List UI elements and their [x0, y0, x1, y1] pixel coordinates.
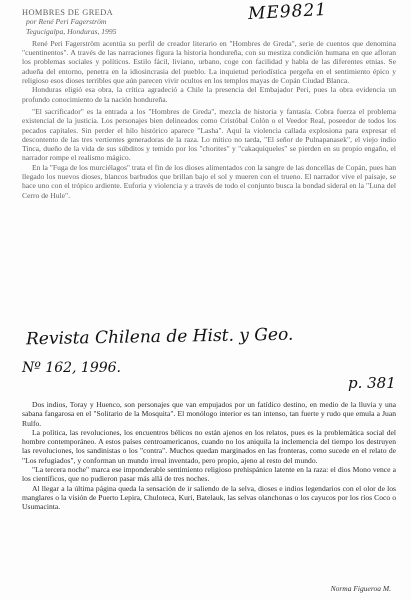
review-paragraph: "El sacrificador" es la entrada a los "Hombres de Greda", mezcla de historia y fantasía. Cobra fuerza el problema existencial de la justicia. Los personajes bien delineados como Cristóbal Colón o el Veedor Real, poseedor de todos los pecados capitales. Sin perder el hilo histórico aparece "Lasha". Aquí la violencia callada explosiona para expresar el descontento de las tres vertientes generadoras de la raza. Lo mítico no tarda, "El señor de Pulnapanasek", el viejo indio Tinca, dueño de la vida de sus súbditos y temido por los "chorites" y "cakaquiqueles" se pierden en su propio engaño, el narrador rompe el realismo mágico.: [22, 106, 396, 163]
review-publication-info: Tegucigalpa, Honduras, 1995: [26, 26, 117, 36]
handwritten-journal-note: Revista Chilena de Hist. y Geo.: [25, 324, 294, 350]
review-body-top: [22, 8, 396, 318]
review-paragraph: René Peri Fagerström acentúa su perfil de creador literario en "Hombres de Greda", serie de cuentos que denomina "cuentinentos". A través de las narraciones figura la historia hondureña, con su mestiza condición humana en que afloran los problemas sociales y políticos. Estilo fácil, liviano, urbano, coge con facilidad y habla de las diferentes etnias. Se adueña del entorno, penetra en la idiosincrasia del pueblo. La inquietud periodística pergeña en el sentimiento épico y religioso esos dioses terribles que aún parecen vivir ocultos en los templos mayas de Copán Ciudad Blanca.: [22, 38, 396, 86]
handwritten-issue-note: Nº 162, 1996.: [22, 360, 121, 376]
review-body-continuation: [22, 400, 396, 582]
catalog-stamp: ME9821: [247, 0, 328, 25]
continuation-paragraph: Dos indios, Toray y Huenco, son personajes que van empujados por un fatídico destino, en medio de la lluvia y una sabana fangarosa en el "Solitario de la Mosquita". El monólogo interior es tan intenso, tan fuerte y rudo que emula a Juan Rulfo.: [22, 400, 396, 428]
continuation-paragraph: "La tercera noche" marca ese imponderable sentimiento religioso prehispánico latente en la raza: el dios Mono vence a los científicos, que no pudieron pasar más allá de tres noches.: [22, 465, 396, 484]
review-paragraph: Honduras eligió esa obra, la crítica agradeció a Chile la presencia del Embajador Peri, pues la obra evidencia un profundo conocimiento de la nación hondureña.: [22, 85, 396, 104]
continuation-paragraph: La política, las revoluciones, los encuentros bélicos no están ajenos en los relatos, pues es la problemática social del hombre contemporáneo. A estos países centroamericanos, cuando no los aniquila la inclemencia del tiempo los destruyen las revoluciones, los sandinistas o los "contra". Muchos quedan marginados en las fronteras, como sucede en el relato de "Los refugiados", y conforman un mundo irreal inventado, pero propio, ajeno al resto del mundo.: [22, 427, 396, 465]
handwritten-page-reference: p. 381: [348, 374, 396, 392]
review-paragraph: En la "Fuga de los murciélagos" trata el fin de los dioses alimentados con la sangre de las doncellas de Copán, pues han llegado los nuevos dioses, blancos barbudos que brillan bajo el sol y mueren con el trueno. El narrador vive el paisaje, se hace uno con el trópico ardiente. Euforia y violencia y a través de todo el conjunto busca la bondad sideral en la "Luna del Cerro de Hule".: [22, 162, 396, 200]
continuation-paragraph: Al llegar a la última página queda la sensación de ir saliendo de la selva, dioses e indios legendarios con el olor de los manglares o la visión de Puerto Lepira, Chuloteca, Kuri, Batelauk, las selvas olanchonas o los cayucos por los ríos Coco o Usumacinta.: [22, 483, 396, 512]
review-byline: por René Peri Fagerström: [26, 17, 107, 27]
author-signature: Norma Figueroa M.: [330, 584, 391, 593]
review-title: HOMBRES DE GREDA: [22, 8, 114, 17]
